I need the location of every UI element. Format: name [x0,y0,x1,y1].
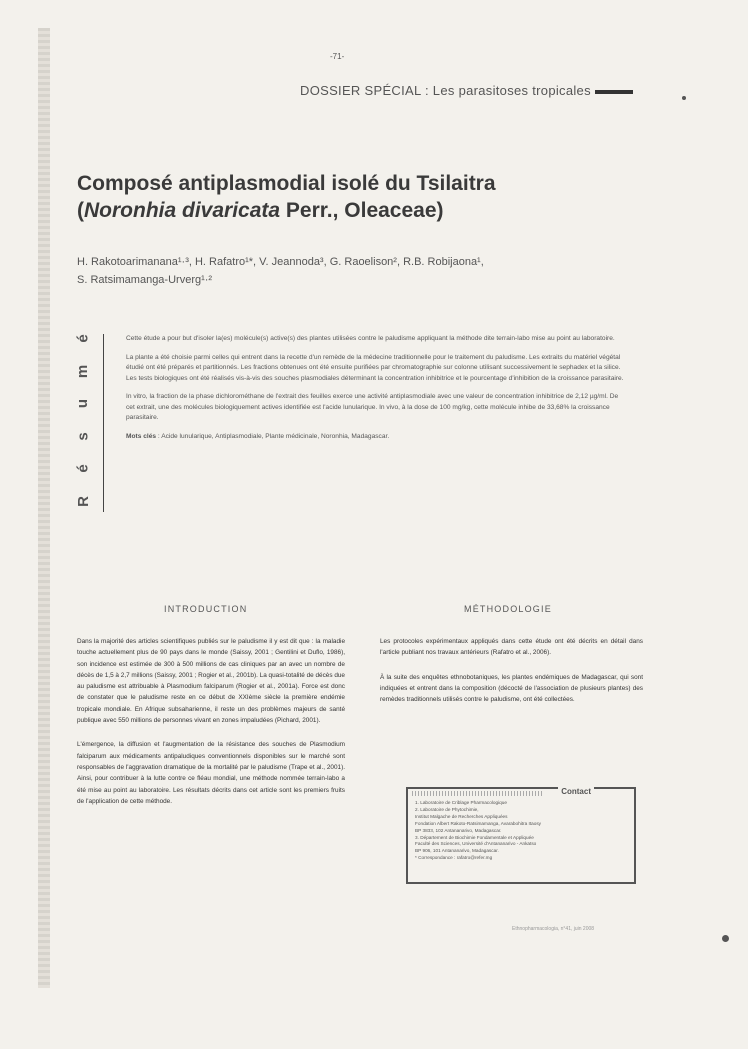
resume-vertical-label [68,330,98,510]
title-line-1: Composé antiplasmodial isolé du Tsilaitra [77,172,496,195]
contact-line: Faculté des Sciences, Université d'Antananarivo - Ankatso [415,841,537,847]
methodologie-paragraph-2: À la suite des enquêtes ethnobotaniques, les plantes endémiques de Madagascar, qui sont indiquées et entrent dans la composition (décocté de l'association de plusieurs plantes) des remèdes traditionnels utilisés contre le paludisme, ont été collectées. [380,673,643,704]
resume-letter: é [74,464,92,474]
resume-divider [103,334,104,512]
introduction-paragraph-2: L'émergence, la diffusion et l'augmentation de la résistance des souches de Plasmodium falciparum aux médicaments antipaludiques conventionnels disponibles sur le marché sont responsables de l'aggravation dramatique de la mortalité par le paludisme (Trape et al., 2001). Ainsi, pour contribuer à la lutte contre ce fléau mondial, une méthode nommée terrain-labo a été mise au point au laboratoire. Les résultats décrits dans cet article sont les premiers fruits de l'application de cette méthode. [77,741,345,805]
authors-line-2: S. Ratsimamanga-Urverg¹·² [77,274,213,286]
keywords [126,432,626,443]
resume-letter: u [74,399,92,409]
page-number: -71- [330,52,345,61]
contact-hatch [412,791,542,796]
ink-speck [722,935,729,942]
contact-line: BP 3833, 102 Antananarivo, Madagascar. [415,827,502,833]
journal-footer: Ethnopharmacologia, n°41, juin 2008 [512,926,595,932]
abstract-paragraph-3: In vitro, la fraction de la phase dichlorométhane de l'extrait des feuilles exerce une activité antiplasmodiale avec une valeur de concentration inhibitrice de 2,12 µg/ml. De cet extrait, une des molécules biologiquement actives identifiée est l'acide lunularique. In vivo, à la dose de 100 mg/kg, cette molécule inhibe de 33,68% la croissance parasitaire. [126,393,619,421]
contact-heading: Contact [558,787,594,796]
contact-line: Institut Malgache de Recherches Appliquées [415,813,508,819]
contact-line: 2. Laboratoire de Phytochimie, [415,806,479,812]
title-line-2: (Noronhia divaricata Perr., Oleaceae) [77,199,444,223]
article-title [77,170,677,225]
resume-letter: s [74,432,92,441]
resume-letter: é [74,334,92,343]
methodologie-column [380,636,643,718]
contact-line: 1. Laboratoire de Criblage Pharmacologique [415,800,507,805]
resume-letter: R [74,496,92,507]
contact-box [406,787,636,884]
contact-line: * Correspondance : rafatro@refer.mg [415,855,493,861]
title-line-2-rest: Perr., Oleaceae) [280,199,444,223]
introduction-heading: INTRODUCTION [164,604,248,614]
dossier-header-text: DOSSIER SPÉCIAL : Les parasitoses tropicales [300,83,591,98]
author-list [77,253,637,289]
abstract-paragraph-1: Cette étude a pour but d'isoler la(es) molécule(s) active(s) des plantes utilisées contre le paludisme appliquant la méthode dite terrain-labo mise au point au laboratoire. [126,335,615,342]
introduction-column [77,636,345,820]
methodologie-paragraph-1: Les protocoles expérimentaux appliqués dans cette étude ont été décrits en détail dans l'article publiant nos travaux antérieurs (Rafatro et al., 2006). [380,638,643,657]
contact-line: 3. Département de Biochimie Fondamentale et Appliquée [415,834,534,840]
introduction-paragraph-1: Dans la majorité des articles scientifiques publiés sur le paludisme il y est dit que : la maladie touche actuellement plus de 90 pays dans le monde (Saissy, 2001 ; Gentilini et Duflo, 1986), son incidence est estimée de 300 à 500 millions de cas cliniques par an avec un nombre de décès de 1,5 à 2,7 millions (Saissy, 2001 ; Rogier et al., 2001b). La quasi-totalité de décès due au paludisme est attribuable à Plasmodium falciparum (Rogier et al., 2001a). Force est donc de constater que le paludisme reste en ce début de XXIème siècle la première endémie tropicale mondiale. En Afrique subsaharienne, il reste un des problèmes majeurs de santé publique avec 550 millions de personnes vivant en zones impaludées (Pichard, 2001). [77,638,345,725]
contact-body [415,800,630,862]
contact-line: Fondation Albert Rakoto-Ratsimamanga, Avarabohitra Itaosy [415,820,542,826]
authors-line-1: H. Rakotoarimanana¹·³, H. Rafatro¹*, V. Jeannoda³, G. Raoelison², R.B. Robijaona¹, [77,256,484,268]
abstract [126,334,626,450]
dossier-header [300,83,633,98]
contact-line: BP 906, 101 Antananarivo, Madagascar. [415,848,499,854]
title-species: Noronhia divaricata [84,199,281,223]
keywords-text: : Acide lunularique, Antiplasmodiale, Plante médicinale, Noronhia, Madagascar. [156,432,390,440]
abstract-paragraph-2: La plante a été choisie parmi celles qui entrent dans la recette d'un remède de la médecine traditionnelle pour le traitement du paludisme. Les extraits du matériel végétal étudié ont été préparés et partitionnés. Les fractions obtenues ont été ensuite purifiées par chromatographie sur colonne utilisant successivement le sephadex et la silice. Les tests biologiques ont été réalisés vis-à-vis des souches plasmodiales déterminant la concentration inhibitrice et le pourcentage d'inhibition de la croissance parasitaire. [126,353,624,382]
methodologie-heading: MÉTHODOLOGIE [464,604,552,614]
dossier-header-bar [595,90,633,94]
page-binding-edge [38,28,50,988]
keywords-label: Mots clés [126,432,157,440]
resume-letter: m [74,364,92,378]
ink-speck [682,96,686,100]
